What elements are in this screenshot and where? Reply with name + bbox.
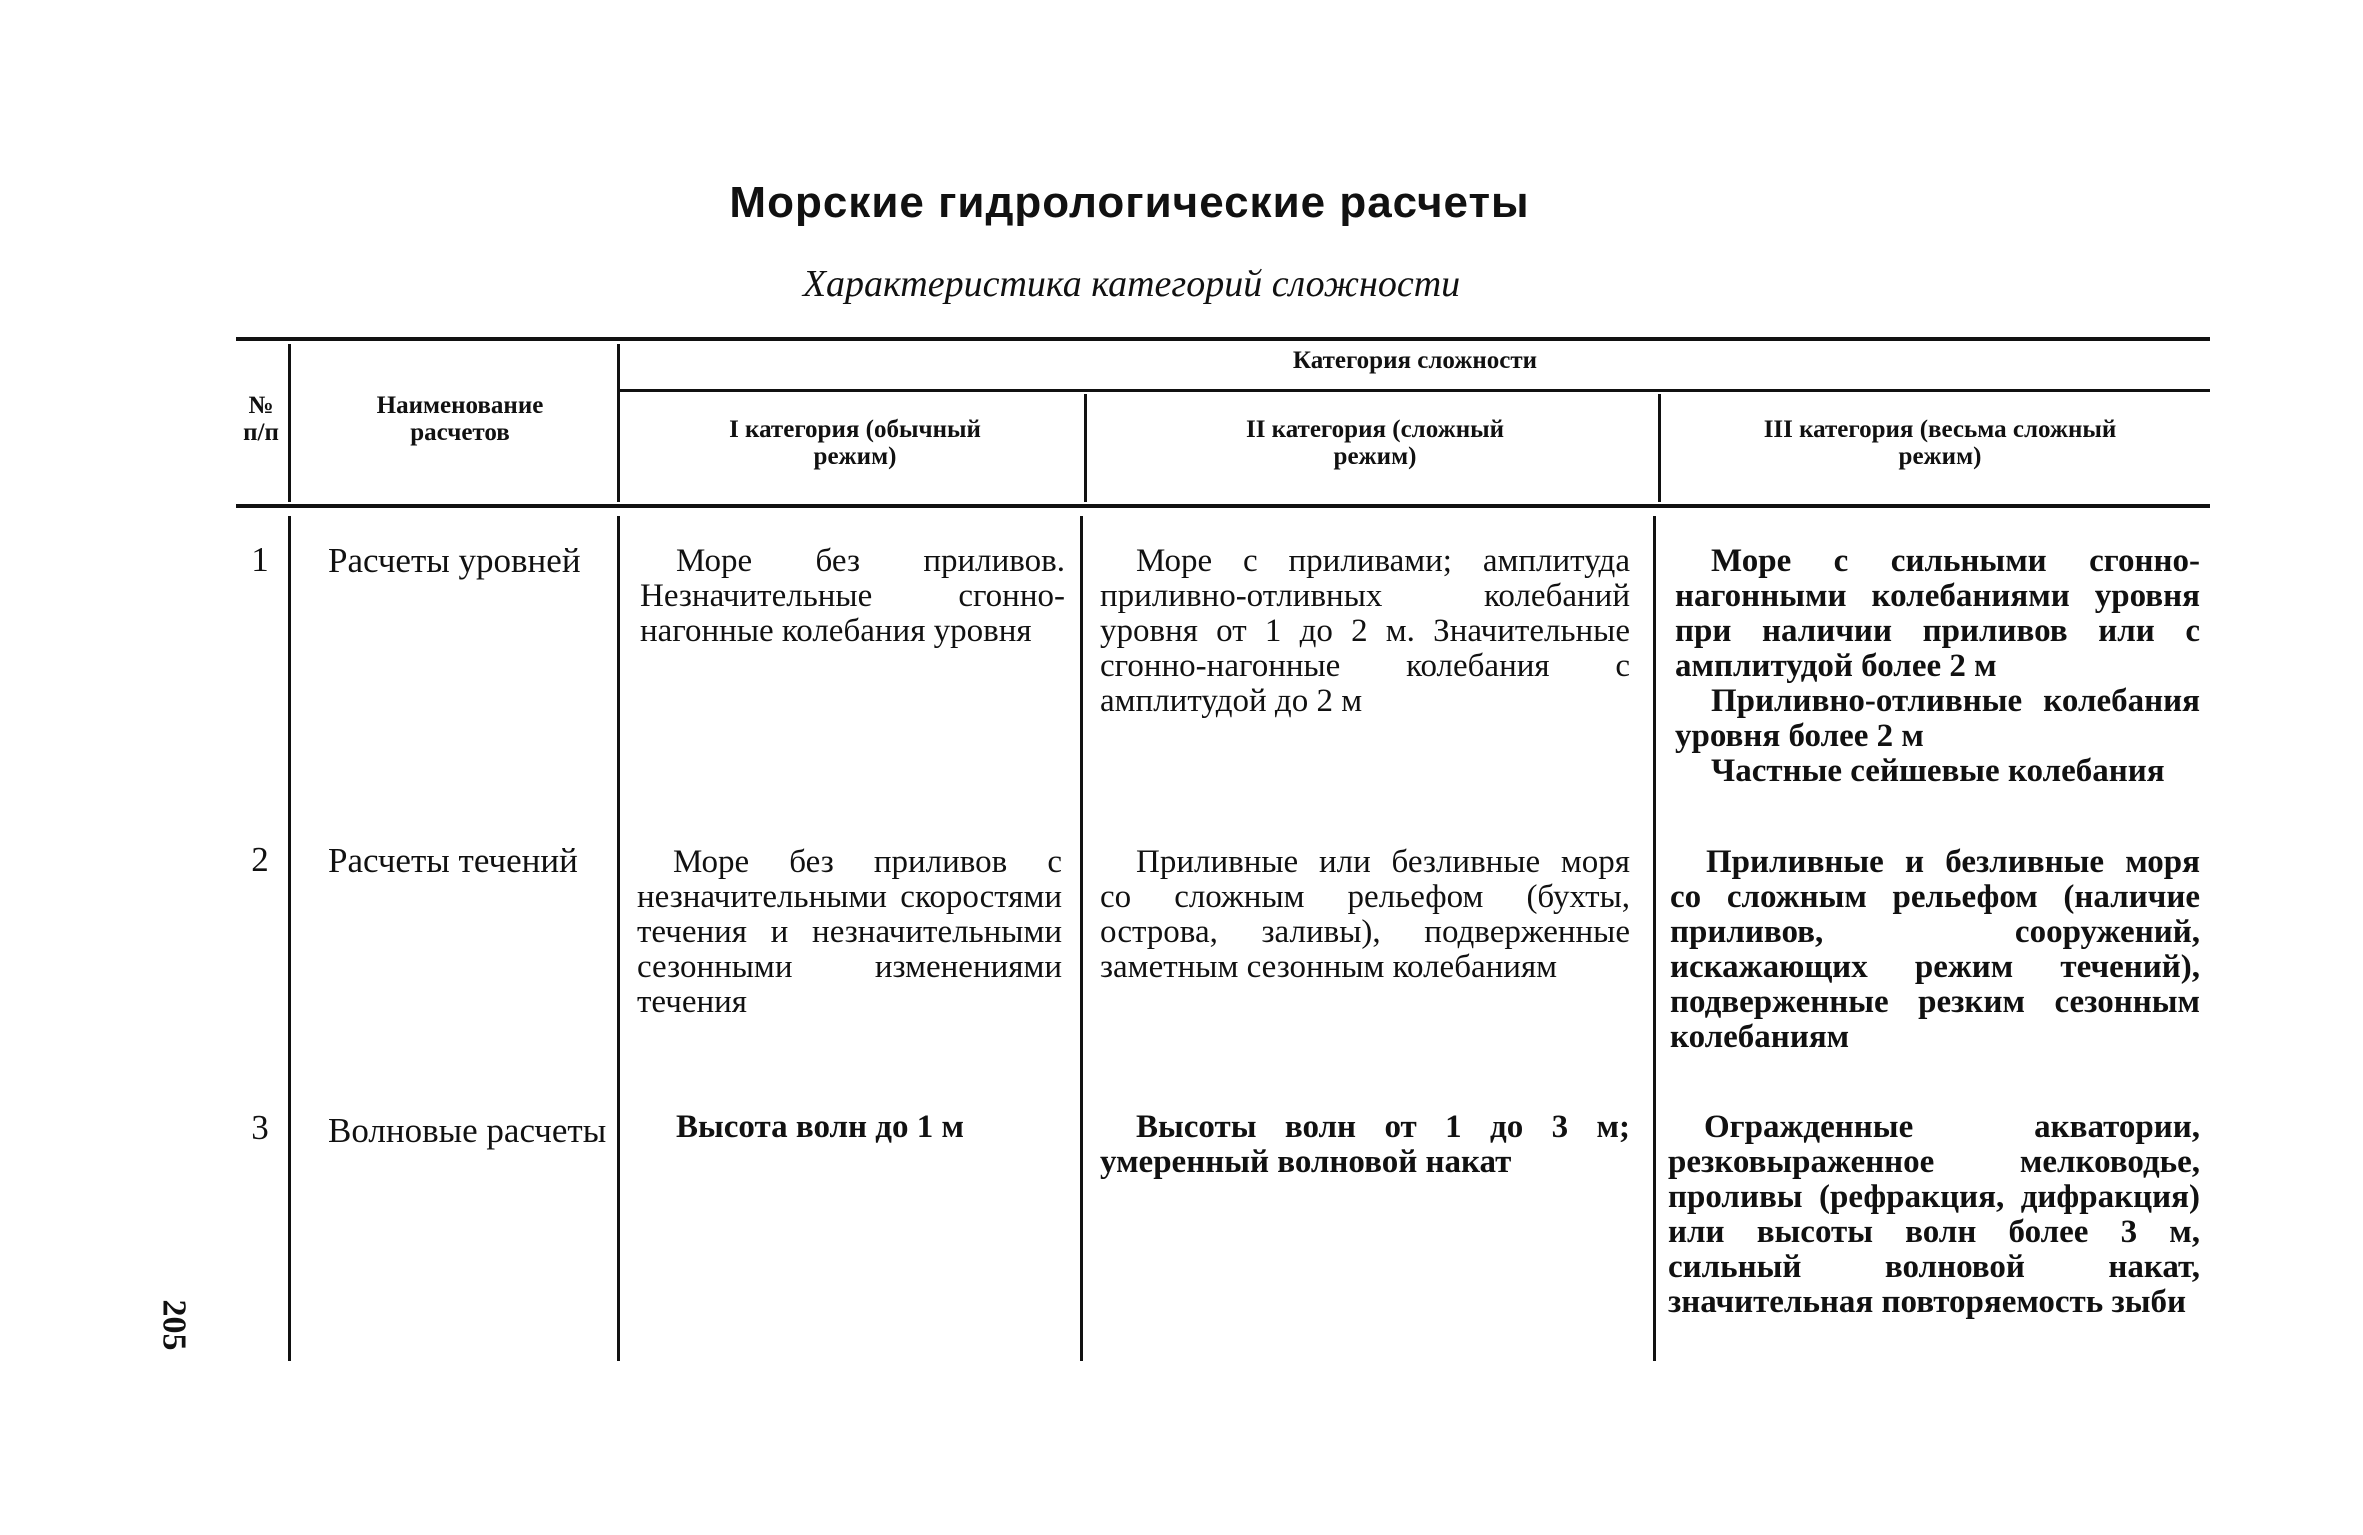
row-3-cat1-text: Высота волн до 1 м xyxy=(676,1109,964,1145)
col-divider-4-body xyxy=(1653,516,1656,1361)
row-2-cat2 xyxy=(1100,845,1630,985)
row-1-cat3-para-3: Частные сейшевые колебания xyxy=(1711,753,2165,789)
row-2-cat2-text: Приливные или безливные моря со сложным рельефом (бухты, острова, заливы), подверженные заметным сезонным колебаниям xyxy=(1100,844,1630,985)
header-name: Наименование расчетов xyxy=(376,392,544,446)
row-2-cat3-text: Приливные и безливные моря со сложным рельефом (наличие приливов, сооружений, искажающих режим течений), подверженные резким сезонным колебаниям xyxy=(1670,844,2200,1055)
row-1-cat3 xyxy=(1675,544,2200,789)
table-subtitle: Характеристика категорий сложности xyxy=(802,263,1461,305)
col-divider-3-body xyxy=(1080,516,1083,1361)
row-2-cat3 xyxy=(1670,845,2200,1055)
row-2-cat1 xyxy=(637,845,1062,1020)
header-num: № п/п xyxy=(243,392,279,446)
row-3-name xyxy=(328,1112,610,1150)
row-1-cat3-para-1: Море с сильными сгонно-нагонными колебаниями уровня при наличии приливов или с амплитудой более 2 м xyxy=(1675,543,2200,684)
row-1-cat2-text: Море с приливами; амплитуда приливно-отливных колебаний уровня от 1 до 2 м. Значительные сгонно-нагонные колебания с амплитудой до 2 м xyxy=(1100,543,1630,719)
row-2-num: 2 xyxy=(251,840,269,879)
col-divider-4 xyxy=(1658,394,1661,502)
row-3-cat3-text: Огражденные акватории, резковыраженное мелководье, проливы (рефракция, дифракция) или высоты волн более 3 м, сильный волновой накат, значительная повторяемость зыби xyxy=(1668,1109,2200,1320)
category-rule xyxy=(620,389,2210,392)
row-1-cat1-text: Море без приливов. Незначительные сгонно-нагонные колебания уровня xyxy=(640,543,1065,649)
row-3-cat2-text: Высоты волн от 1 до 3 м; умеренный волновой накат xyxy=(1100,1109,1630,1180)
table-top-rule xyxy=(236,337,2210,341)
row-1-cat1 xyxy=(640,544,1065,649)
row-2-name: Расчеты течений xyxy=(328,841,578,880)
row-1-name: Расчеты уровней xyxy=(328,541,581,580)
header-category-group: Категория сложности xyxy=(1292,347,1538,374)
col-divider-2-body xyxy=(617,516,620,1361)
row-3-cat3 xyxy=(1668,1110,2200,1320)
row-3-cat2 xyxy=(1100,1110,1630,1180)
header-cat2: II категория (сложный режим) xyxy=(1245,416,1505,470)
header-bottom-rule xyxy=(236,504,2210,508)
page-title: Морские гидрологические расчеты xyxy=(729,178,1530,227)
col-divider-3 xyxy=(1084,394,1087,502)
page-number: 205 xyxy=(155,1299,193,1351)
row-1-num: 1 xyxy=(251,540,269,579)
col-divider-1 xyxy=(288,344,291,502)
row-3-cat1 xyxy=(640,1110,1065,1145)
row-1-cat3-para-2: Приливно-отливные колебания уровня более 2 м xyxy=(1675,683,2200,754)
row-2-cat1-text: Море без приливов с незначительными скоростями течения и незначительными сезонными изменениями течения xyxy=(637,844,1062,1020)
row-1-cat2 xyxy=(1100,544,1630,719)
header-cat3: III категория (весьма сложный режим) xyxy=(1763,416,2117,470)
row-3-num: 3 xyxy=(251,1108,269,1147)
row-3-name-text: Волновые расчеты xyxy=(328,1111,607,1150)
col-divider-1-body xyxy=(288,516,291,1361)
header-cat1: I категория (обычный режим) xyxy=(729,416,981,470)
